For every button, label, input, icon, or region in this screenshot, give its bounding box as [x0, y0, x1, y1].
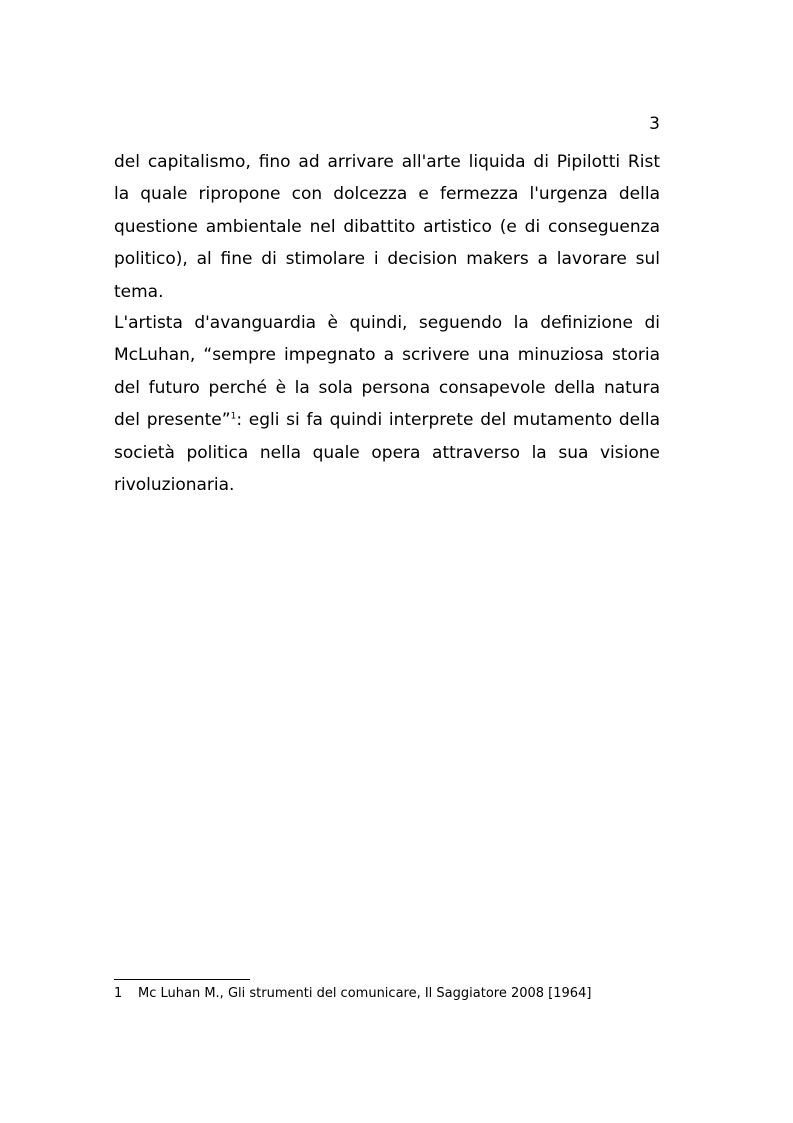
paragraph-2-line-2: McLuhan, “sempre impegnato a scrivere una minuziosa storia — [114, 345, 660, 366]
paragraph-1-line-2: la quale ripropone con dolcezza e fermezza l'urgenza della — [114, 184, 660, 205]
page-number: 3 — [649, 114, 660, 134]
paragraph-2-line-3: del futuro perché è la sola persona consapevole della natura — [114, 377, 660, 398]
footnote-number: 1 — [114, 986, 123, 1001]
paragraph-2-line-4-start: del presente” — [114, 410, 231, 431]
paragraph-2-line-6: rivoluzionaria. — [114, 474, 235, 495]
paragraph-2-line-4-end: : egli si fa quindi interprete del mutamento della — [236, 410, 660, 431]
paragraph-1-line-4: politico), al fine di stimolare i decision makers a lavorare sul — [114, 249, 660, 270]
paragraph-2 — [114, 307, 660, 501]
footnote — [114, 985, 674, 1003]
footnote-reference: 1 — [230, 411, 237, 422]
footnote-text: Mc Luhan M., Gli strumenti del comunicare, Il Saggiatore 2008 [1964] — [138, 986, 592, 1001]
footnote-separator — [114, 979, 250, 980]
paragraph-1 — [114, 146, 660, 308]
paragraph-1-line-5: tema. — [114, 281, 164, 302]
paragraph-2-line-4 — [114, 404, 660, 436]
paragraph-2-line-5: società politica nella quale opera attraverso la sua visione — [114, 442, 660, 463]
paragraph-1-line-3: questione ambientale nel dibattito artistico (e di conseguenza — [114, 216, 660, 237]
paragraph-2-line-1: L'artista d'avanguardia è quindi, seguendo la definizione di — [114, 313, 660, 333]
paragraph-1-line-1: del capitalismo, fino ad arrivare all'arte liquida di Pipilotti Rist — [114, 152, 660, 172]
